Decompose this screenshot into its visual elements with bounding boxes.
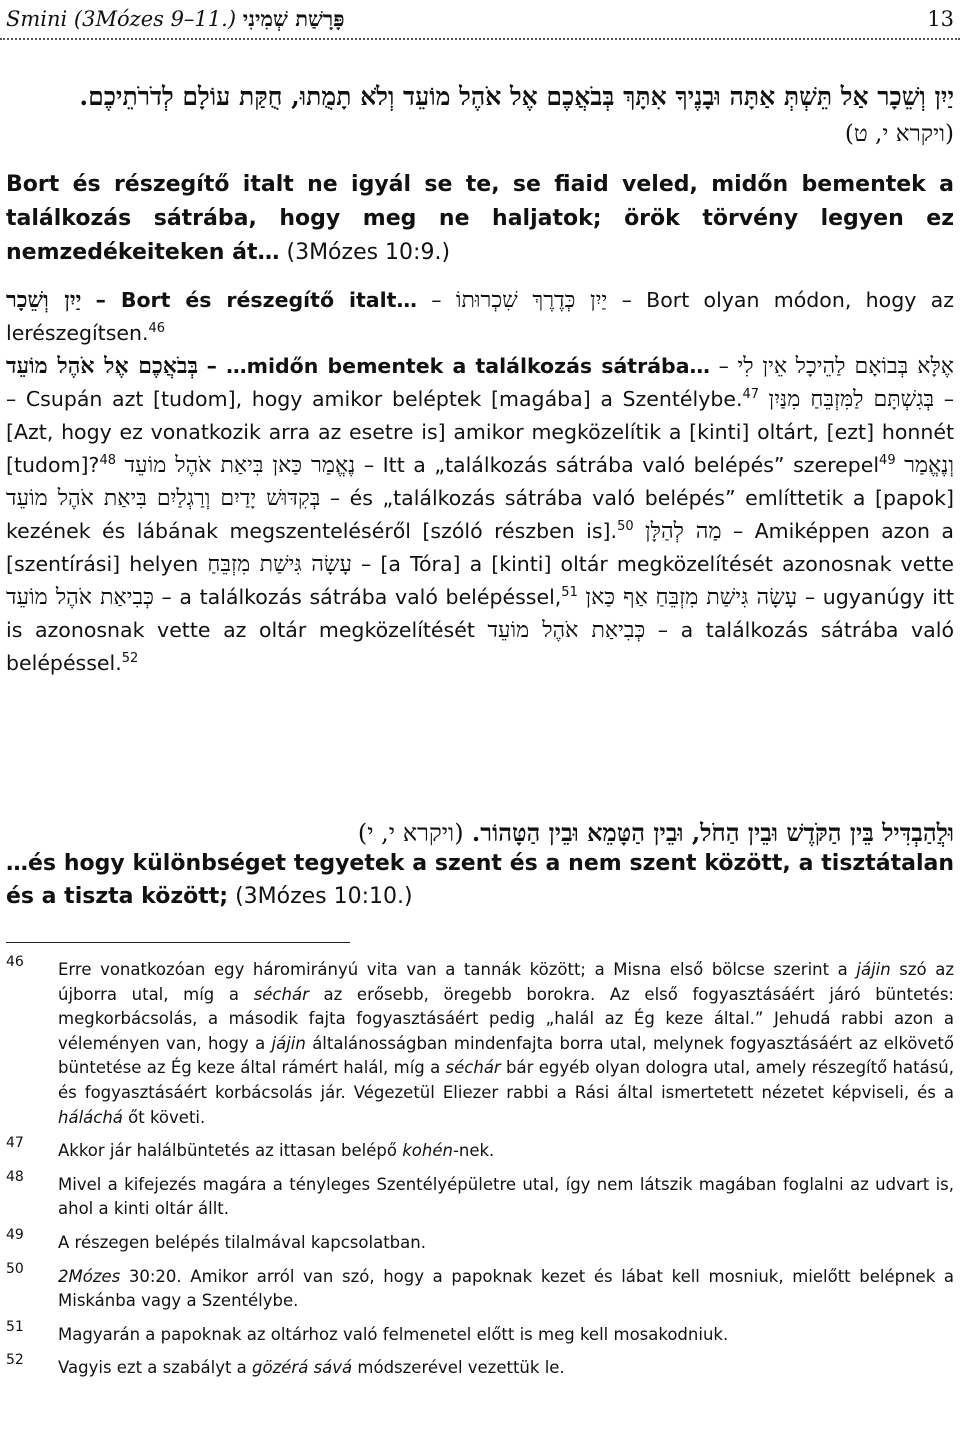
verse-hebrew: יַיִן וְשֵׁכָר אַל תֵּשְׁתְּ אַתָּה וּבָנֶיךָ אִתָּךְ בְּבֹאֲכֶם אֶל אֹהֶל מוֹעֵד וְלֹא תָמֻתוּ, חֻקַּת עוֹלָם לְדֹרֹתֵיכֶם. [79, 82, 954, 111]
commentary-quote-hebrew: אַף כַּאן [585, 585, 648, 610]
header-title [6, 6, 345, 32]
footnote-ref-47[interactable]: 47 [742, 387, 760, 402]
footnote-number: 51 [6, 1318, 24, 1335]
footnote-text: Erre vonatkozóan egy háromirányú vita van a tannák között; a Misna első bölcse szerint a [58, 960, 857, 979]
running-header [6, 0, 954, 38]
footnote-number: 50 [6, 1260, 24, 1277]
footnote-number: 49 [6, 1226, 24, 1243]
commentary-text: – ugyanúgy itt is azonosnak vette az oltár megközelítését [6, 585, 954, 642]
footnote-47 [6, 1135, 954, 1164]
verse-hungarian-text: Bort és részegítő italt ne igyál se te, se fiaid veled, midőn bementek a találkozás sátrába, hogy meg ne haljatok; örök törvény legyen ez nemzedékeiteken át… [6, 172, 954, 265]
commentary-quote-hebrew: בְּגִשְׁתָּם לַמִּזְבֵּחַ מִנַּיִן [768, 387, 935, 412]
commentary-quote-hebrew: כְּבִיאַת אֹהֶל מוֹעֵד [487, 618, 646, 643]
commentary-quote-hebrew: עָשָׂה גִּישַׁת מִזְבֵּחַ [655, 585, 798, 610]
dash: – [718, 354, 729, 378]
commentary-quote-hebrew: אֶלָּא בְּבוֹאָם לַהֵיכָל [795, 354, 954, 379]
footnote-text: séchár [253, 984, 309, 1004]
verse2-hungarian [6, 805, 954, 913]
verse2-reference: (3Mózes 10:10.) [235, 884, 413, 909]
commentary-text: – Csupán azt [tudom], hogy amikor beléptek [magába] a Szentélybe. [6, 387, 743, 411]
footnote-text: séchár [445, 1058, 501, 1078]
commentary-heading-hebrew: יַיִן וְשֵׁכָר [6, 287, 82, 313]
verse-hungarian [6, 168, 954, 270]
footnote-50 [6, 1260, 954, 1314]
commentary-text: – és „találkozás sátrába való belépés” említtetik a [papok] kezének és lábának megszenteléséről [szóló részben is]. [6, 486, 954, 543]
header-rule [0, 38, 960, 40]
commentary-quote-hebrew: יַיִן כְּדֶרֶךְ שִׁכְרוּתוֹ [455, 288, 608, 313]
footnote-52 [6, 1352, 954, 1381]
footnote-text: jájin [271, 1033, 306, 1053]
footnote-text: -nek. [452, 1141, 495, 1161]
footnote-text: A részegen belépés tilalmával kapcsolatban. [58, 1232, 426, 1252]
footnote-text: az erősebb, öregebb borokra. Az első fogyasztásáért járó büntetés: megkorbácsolás, a második fajta fogyasztásáért pedig „halál az Ég keze által.” Jehudá rabbi azon a véleményen van, hogy a [58, 984, 954, 1053]
footnote-ref-51[interactable]: 51 [561, 585, 578, 600]
commentary-quote-hebrew: כְּבִיאַת אֹהֶל מוֹעֵד [6, 585, 154, 610]
footnote-number: 48 [6, 1168, 24, 1185]
header-title-latin: Smini (3Mózes 9–11.) [6, 7, 237, 31]
page-number: 13 [927, 7, 954, 31]
footnote-text: jájin [856, 960, 891, 979]
footnote-text: szó az újborra utal, míg a [58, 960, 954, 1004]
footnote-text: 2Mózes [58, 1266, 121, 1286]
commentary-quote-hebrew: וְנֶאֱמַר בְּקִדּוּשׁ יָדַיִם וְרַגְלַיִם בִּיאַת אֹהֶל מוֹעֵד [6, 453, 954, 511]
footnote-ref-50[interactable]: 50 [617, 519, 634, 534]
commentary-heading: – …midőn bementek a találkozás sátrába… [206, 354, 711, 378]
footnote-text: őt követi. [122, 1107, 206, 1127]
footnote-49 [6, 1226, 954, 1256]
footnote-text: bár egyéb olyan dologra utal, amely részegítő hatású, és fogyasztásáért korbácsolás jár. Végezetül Eliezer rabbi a Rási által ismertetett nézetet képviseli, és a [58, 1058, 954, 1102]
footnote-text: háláchá [58, 1107, 123, 1127]
verse2-hebrew: וּלֲהַבְדִּיל בֵּין הַקֹּדֶשׁ וּבֵין הַחֹל, וּבֵין הַטָּמֵא וּבֵין הַטָּהוֹר. [471, 818, 954, 847]
footnote-ref-49[interactable]: 49 [879, 453, 896, 468]
footnote-text: 30:20. Amikor arról van szó, hogy a papoknak kezet és lábat kell mosniuk, mielőtt belépnek a Miskánba vagy a Szentélybe. [58, 1266, 954, 1311]
header-title-hebrew: פָּרָשַׁת שְׁמִינִי [242, 6, 345, 31]
commentary-text: – Bort olyan módon, hogy az lerészegítsen. [6, 288, 954, 345]
footnote-text: gözérá sává [252, 1358, 353, 1378]
commentary-heading: – Bort és részegítő italt… [95, 288, 417, 312]
commentary-quote-hebrew: מַה לְהַלָּן [645, 519, 722, 544]
commentary [6, 284, 954, 680]
footnote-text: Vagyis ezt a szabályt a [58, 1358, 253, 1378]
commentary-text: – Itt a „találkozás sátrába való belépés” szerepel [363, 453, 880, 477]
footnote-text: Mivel a kifejezés magára a tényleges Szentélyépületre utal, így nem látszik magában foglalni az udvart is, ahol a kinti oltár állt. [58, 1174, 954, 1219]
footnote-46 [6, 954, 954, 1130]
footnote-ref-52[interactable]: 52 [121, 651, 139, 666]
commentary-quote-hebrew: עָשָׂה גִּישַׁת מִזְבֵּחַ [207, 552, 352, 577]
verse2-hebrew-reference: (ויקרא י, י) [357, 819, 464, 847]
verse2-hungarian-text: …és hogy különbséget tegyetek a szent és a nem szent között, a tisztátalan és a tiszta között; [6, 851, 954, 909]
footnote-51 [6, 1318, 954, 1348]
footnote-text: Magyarán a papoknak az oltárhoz való felmenetel előtt is meg kell mosakodniuk. [58, 1324, 729, 1344]
commentary-text: – a találkozás sátrába való belépéssel, [161, 585, 562, 609]
footnote-text: módszerével vezettük le. [352, 1358, 565, 1378]
footnote-text: kohén [402, 1141, 453, 1161]
dash: – [431, 288, 442, 312]
commentary-quote-hebrew: נֶאֱמַר כַּאן בִּיאַת אֹהֶל מוֹעֵד [124, 453, 356, 478]
footnotes [6, 954, 954, 1390]
commentary-text: – [Azt, hogy ez vonatkozik arra az esetre is] amikor megközelítik a [kinti] oltárt, [ezt] honnét [tudom]? [6, 387, 954, 477]
commentary-text: – Amiképpen azon a [szentírási] helyen [6, 519, 954, 576]
footnote-48 [6, 1168, 954, 1222]
footnote-ref-46[interactable]: 46 [148, 321, 166, 336]
verse-reference: (3Mózes 10:9.) [286, 240, 451, 265]
commentary-text: – [a Tóra] a [kinti] oltár megközelítését azonosnak vette [361, 552, 954, 576]
footnote-ref-48[interactable]: 48 [99, 453, 116, 468]
commentary-quote-hebrew: אֵין לִי [737, 354, 788, 379]
footnote-text: általánosságban mindenfajta borra utal, melynek fogyasztásáért az elkövető büntetése az Ég keze által rámért halál, míg a [58, 1033, 954, 1078]
footnote-number: 52 [6, 1352, 24, 1369]
footnote-rule [6, 942, 350, 943]
commentary-text: – a találkozás sátrába való belépéssel. [6, 618, 954, 675]
footnote-text: Akkor jár halálbüntetés az ittasan belépő [58, 1141, 403, 1161]
footnote-number: 46 [6, 954, 24, 970]
verse-hebrew-reference: (ויקרא י, ט) [844, 121, 954, 147]
footnote-number: 47 [6, 1135, 24, 1152]
commentary-heading-hebrew: בְּבֹאֲכֶם אֶל אֹהֶל מוֹעֵד [6, 353, 199, 379]
